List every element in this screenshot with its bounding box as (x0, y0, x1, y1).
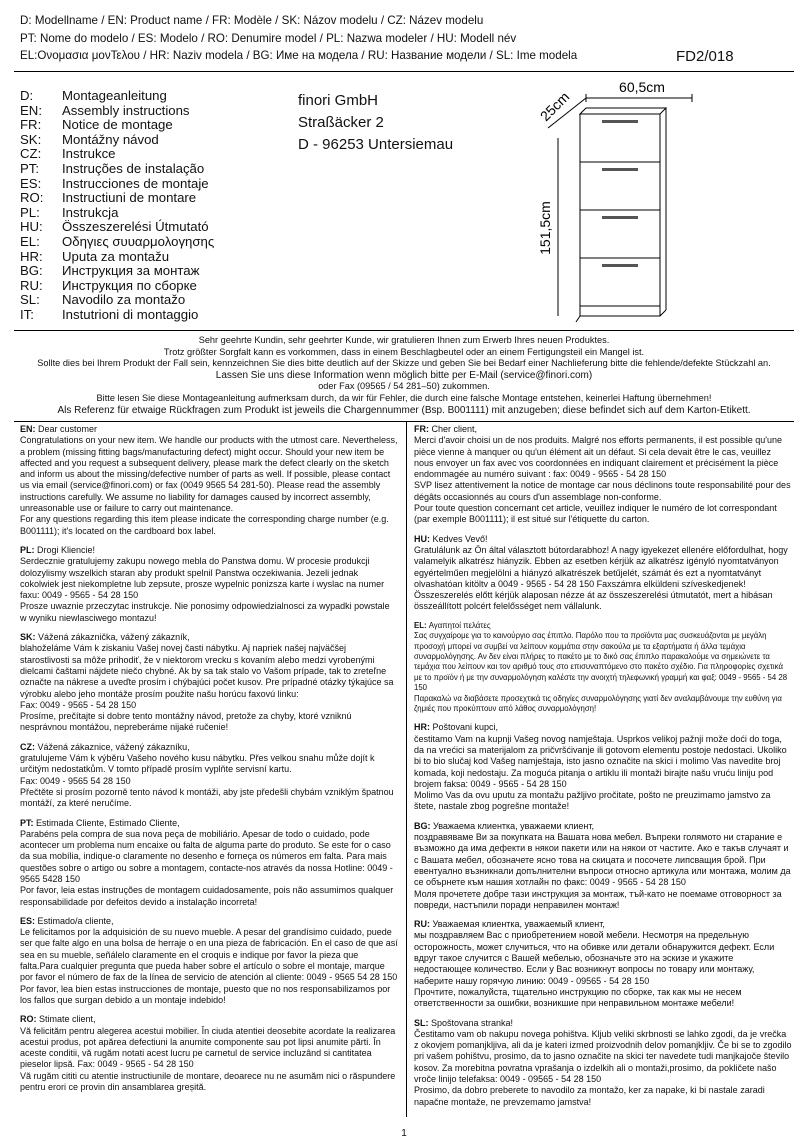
language-section (414, 821, 792, 911)
section-code: PT: (20, 817, 37, 828)
section-paragraph: Parabéns pela compra de sua nova peça de mobiliário. Apesar de todo o cuidado, pode acontecer um problema num encaixe ou falta de alguma parte do produto. Se este for o caso da sua mobília, indique-o claramente no desenho e forneça os números em falta. Para mais questões sobre o artigo ou sobre a montagem, contacte-nos através da nossa Hotline: 0049 - 9565 5428 150 (20, 828, 393, 884)
language-code: PL: (20, 204, 40, 220)
language-code: FR: (20, 117, 42, 133)
left-column (20, 424, 398, 1101)
section-code: CZ: (20, 741, 38, 752)
section-code: RO: (20, 1014, 39, 1025)
language-section (414, 424, 792, 526)
language-code: HU: (20, 219, 43, 235)
right-column (414, 424, 792, 1116)
company-street: Straßäcker 2 (298, 114, 384, 131)
language-code: ES: (20, 175, 42, 191)
section-paragraph: Összeszerelés előtt kérjük alaposan nézze át az összeszerelési útmutatót, mert a hibásan összeállított polcért felelősséget nem vállalunk. (414, 590, 773, 612)
width-label: 60,5cm (619, 79, 665, 95)
intro-german (0, 335, 808, 416)
intro-line: Lassen Sie uns diese Information wenn möglich bitte per E-Mail (service@finori.com) (215, 369, 593, 381)
language-code: PT: (20, 161, 40, 176)
section-code: SK: (20, 632, 38, 643)
section-paragraph: Prosze uwaznie przeczytac instrukcje. Nie ponosimy odpowiedzialnosci za wypadki powstale w wyniku niewlasciwego montazu! (20, 601, 390, 623)
section-paragraph: Vă felicităm pentru alegerea acestui mobilier. În ciuda atentiei deosebite acordate la realizarea acestui produs, pot apărea defectiuni la anumite componente sau pot lipsi anumite părti. În aceste conditii, vă rugăm notati acest lucru pe carnetul de service incluzând si cantitatea pieselor lipsă. Fax: 0049 - 9565 - 54 28 150 (20, 1025, 396, 1070)
section-paragraph: Prosimo, da dobro preberete to navodilo za montažo, ker za napake, ki bi nastale zaradi napačne montaže, ne prevzemamo jamstva! (414, 1085, 765, 1107)
drawer-handle-2 (602, 168, 638, 171)
language-code: HR: (20, 248, 43, 264)
language-item (20, 249, 169, 264)
section-paragraph: PT: Estimada Cliente, Estimado Cliente, (20, 817, 180, 828)
language-title: Navodilo za montažo (62, 292, 186, 308)
language-item (20, 190, 196, 205)
section-paragraph: Congratulations on your new item. We handle our products with the utmost care. Nevertheless, a problem (missing fitting bags/manufacturing defect) might occur. Should your new item be affected and you request a subsequent delivery, please mark the defect clearly on the sketch and inform us about the missing/defective number of parts as well. If possible, please contact us via email (service@finori.com) or fax (0049 9565 54 281-50). Please read the assembly instructions carefully. We assume no liability for damages caused by incorrect assembly, unreasonable use or failure to carry out maintenance. (20, 435, 398, 514)
section-paragraph: HR: Poštovani kupci, (414, 722, 499, 733)
section-paragraph: EN: Dear customer (20, 424, 98, 434)
language-section (414, 722, 792, 812)
section-paragraph: Gratulálunk az Ön által választott bútordarabhoz! A nagy igyekezet ellenére előfordulhat, hogy valamelyik alkatrész hiányzik. Ebben az esetben kérjük az alkatrész igényló nyomtatványon egyértelműen megjelölni a hiányzó alkatrészek betűjelét, számát és ezt a nyomtatványt olvashatóan kitöltv a 0049 - 9565 - 54 28 150 Faxszámra elküldeni szíveskedjenek! (414, 544, 788, 589)
language-code: BG: (20, 263, 43, 279)
section-paragraph: мы поздравляем Вас с приобретением новой мебели. Несмотря на предельную осторожность, может случиться, что на обивке или детали обнаружится дефект. Если вдруг такое случится с Вашей мебелью, обозначьте это на эскизе и укажите недостающее количество. Если у Вас возникнут вопросы по товару или монтажу, наберите нашу горячую линию: 0049 - 09565 - 54 28 150 (414, 930, 775, 986)
section-paragraph: blahoželáme Vám k ziskaniu Vašej novej časti nábytku. Aj napriek našej najväčšej starostlivosti sa môže prihodiť, že v niektorom vrecku s kovaním alebo medzi vyrobenými dielcami čaštami nájdete niečo chybné. Ak by sa tak stalo vo Vašom prípade, tak to zreteľne označte na nákrese a uveďte prosím i chýbajúci počet kusov. Pre prípadné otázky týkajúce sa výrobku alebo jeho montáže prosím použite našu horúcu faxovú linku: (20, 643, 394, 699)
section-paragraph: ES: Estimado/a cliente, (20, 915, 114, 926)
drawer-handle-1 (602, 120, 638, 123)
language-title: Notice de montage (62, 117, 173, 133)
header-divider (14, 71, 794, 72)
language-title: Instrucciones de montaje (62, 175, 209, 191)
intro-line: oder Fax (09565 / 54 281–50) zukommen. (318, 381, 490, 392)
language-section (20, 1014, 398, 1093)
section-paragraph: For any questions regarding this item please indicate the corresponding charge number (e.g. B001111); it's located on the cardboard box label. (20, 514, 389, 536)
language-item (20, 307, 198, 322)
language-section (414, 621, 792, 715)
intro-line: Als Referenz für etwaige Rückfragen zum Produkt ist jeweils die Chargennummer (Bsp. B001111) mit anzugeben; diese befindet sich auf dem Karton-Etikett. (57, 404, 751, 416)
language-item (20, 88, 167, 103)
section-paragraph: SL: Spoštovana stranka! (414, 1017, 514, 1028)
section-paragraph: Моля прочетете добре тази инструкция за монтаж, тъй-като не поемаме отговорност за повреди, настъпили поради неправилен монтаж! (414, 888, 782, 910)
cabinet-side-bottom (660, 310, 666, 316)
language-section (20, 916, 398, 1006)
language-code: RU: (20, 277, 43, 293)
language-section (414, 1018, 792, 1108)
header-line-1: D: Modellname / EN: Product name / FR: Modèle / SK: Názov modelu / CZ: Název modelu (20, 14, 484, 27)
section-code: ES: (20, 915, 38, 926)
language-item (20, 176, 209, 191)
height-label: 151,5cm (537, 201, 553, 255)
cabinet-drawing (520, 78, 720, 328)
section-paragraph: Přečtěte si prosím pozorně tento návod k montáži, aby jste předešli chybám vzniklým špatnou montáží, za které neručíme. (20, 786, 394, 809)
language-title: Инструкция за монтаж (62, 263, 200, 279)
language-title: Инструкция по сборке (62, 277, 197, 293)
language-code: RO: (20, 190, 44, 206)
section-paragraph: Serdecznie gratulujemy zakupu nowego mebla do Panstwa domu. W procesie produkcji dolozylismy wszelkich staran aby produkt spelnil Panstwa oczekiwania. Jezeli jednak cokolwiek jest niekompletne lub zepsute, prosze wypelnic ponizsza karte i wyslac na numer faxu: 0049 - 9565 - 54 28 150 (20, 556, 385, 601)
language-item (20, 278, 197, 293)
section-code: HU: (414, 533, 433, 544)
section-paragraph: поздравяваме Ви за покупката на Вашата нова мебел. Въпреки голямото ни старание е възможно да има дефекти в някои пакети или на някои от частите. Ако е такъв случаят и с Вашата мебел, обозначете ясно това на скицата и посочете липсващия брой. При евентуално възникнали допълнителни въпроси относно артикула или монтажа, молим да се обърнете към нашия хотлайн по факс: 0049 - 9565 - 54 28 150 (414, 832, 791, 888)
section-code: RU: (414, 919, 433, 930)
cabinet-leg (576, 316, 580, 322)
header-line-3: EL:Ονομασια μονΤελου / HR: Naziv modela / BG: Име на модела / RU: Название модели / SL: Ime modela (20, 49, 578, 62)
section-paragraph: SVP lisez attentivement la notice de montage car nous déclinons toute responsabilité pour des dégâts occasionnés au cours d'un assemblage non-conforme. (414, 480, 791, 502)
language-item (20, 219, 209, 234)
section-paragraph: Σας συγχαίρομε για το καινούργιο σας έπιπλο. Παρόλο που τα προϊόντα μας συσκευάζονται με μεγάλη προσοχή μπορεί να συμβεί να λείπουν κομμάτια στην σακούλα με τα εξαρτήματα ή άλλα τεμάχια συναρμολόγησης. Αν δεν είναι πλήρες το πακέτο με το δικό σας έπιπλο παρακαλούμε να σημειώνετε τα τεμάχια που λείπουν και τον αριθμό τους στο επισυναπτόμενο στο πακέτο σχέδιο. Για πληροφορίες σχετικά με το προϊόν ή με την συναρμολόγηση καλέστε την ανοιχτή τηλεφωνική γραμμή και φαξ: 0049 - 9565 - 54 28 150 (414, 631, 788, 693)
intro-line: Trotz größter Sorgfalt kann es vorkommen, dass in einem Beschlagbeutel oder an einem Fertigungsteil ein Mangel ist. (163, 346, 645, 357)
language-item (20, 205, 118, 220)
body-top-divider (14, 421, 794, 422)
language-code: IT: (20, 307, 34, 322)
language-item (20, 117, 173, 132)
section-paragraph: CZ: Vážená zákaznice, vážený zákazníku, (20, 741, 190, 752)
section-paragraph: Molimo Vas da ovu uputu za montažu pažljivo pročitate, pošto ne preuzimamo jamstvo za štete, nastale zbog pogrešne montaže! (414, 790, 771, 812)
section-paragraph: gratulujeme Vám k výběru Vašeho nového kusu nábytku. Přes velkou snahu může dojít k určitým nedostatkům. V tomto případě prosím vyplňte servisní kartu. (20, 753, 375, 775)
section-paragraph: Pour toute question concernant cet article, veuillez indiquer le numéro de lot correspondant (par exemple B001111); il est situé sur l'étiquette du carton. (414, 503, 777, 525)
intro-line: Sehr geehrte Kundin, sehr geehrter Kunde, wir gratulieren Ihnen zum Erwerb Ihres neuen Produktes. (198, 335, 610, 345)
intro-top-divider (14, 330, 794, 331)
language-title: Assembly instructions (62, 102, 190, 118)
page-number: 1 (401, 1128, 407, 1139)
section-code: EN: (20, 424, 38, 434)
language-title: Montážny návod (62, 131, 159, 147)
product-code: FD2/018 (676, 48, 734, 65)
drawer-handle-3 (602, 216, 638, 219)
language-section (20, 424, 398, 537)
language-item (20, 132, 159, 147)
language-title: Instructiuni de montare (62, 190, 197, 206)
language-section (20, 545, 398, 624)
column-divider (406, 421, 407, 1117)
company-name: finori GmbH (298, 92, 379, 109)
language-title: Οδηγιες συυαρμολογησης (62, 234, 215, 249)
header-line-2: PT: Nome do modelo / ES: Modelo / RO: Denumire model / PL: Nazwa modeler / HU: Modell név (20, 32, 517, 45)
section-paragraph: Fax: 0049 - 9565 54 28 150 (20, 775, 131, 786)
language-title: Instutrioni di montaggio (62, 307, 199, 322)
language-section (414, 919, 792, 1009)
language-code: SL: (20, 292, 40, 308)
intro-line: Sollte dies bei Ihrem Produkt der Fall sein, kennzeichnen Sie dies bitte deutlich auf der Skizze und geben Sie bei Bedarf einer Nachlieferung bitte die fehlende/defekte Stückzahl an. (37, 358, 771, 369)
depth-label: 25cm (536, 88, 573, 125)
language-section (20, 632, 398, 734)
language-item (20, 103, 190, 118)
section-paragraph: FR: Cher client, (414, 424, 478, 434)
section-code: PL: (20, 544, 37, 555)
section-paragraph: RO: Stimate client, (20, 1014, 96, 1025)
section-paragraph: Čestitamo vam ob nakupu novega pohištva. Kljub veliki skrbnosti se lahko zgodi, da je vrečka z okovjem pomanjkljiva, ali da je kateri izmed proizvodnih delov pomanjkljiv. Če bi se to zgodilo pri vašem pohištvu, prosimo, da to jasno označite na skici ter navedete tudi manjkajoče število kosov. Za morebitna povratna vprašanja o izdelkih ali o montaži,prosimo, da pokličete našo vroče linijo telefaksa: 0049 - 09565 - 54 28 150 (414, 1028, 792, 1085)
section-paragraph: Vă rugăm cititi cu atentie instructiunile de montare, deoarece nu ne asumăm nici o răspundere pentru erori ce provin din ansamblarea greșită. (20, 1070, 396, 1093)
language-section (414, 534, 792, 613)
section-paragraph: Fax: 0049 - 9565 - 54 28 150 (20, 699, 137, 710)
language-title: Instruções de instalação (62, 161, 205, 176)
section-paragraph: čestitamo Vam na kupnji Vašeg novog namještaja. Usprkos velikoj pažnji može doći do toga, da na vrećici sa materijalom za pričvršćivanje ili gotovom elementu postoje nedostaci. Ukoliko bi to bio slučaj kod Vašeg namještaja, isto jasno označite na skici i molimo Vas navedite broj komada, koji nedostaju. Za moguća pitanja o artiklu ili montaži birajte našu vruću liniju pod brojem faksa: 0049 - 9565 - 54 28 150 (414, 733, 787, 789)
language-item (20, 146, 116, 161)
drawer-handle-4 (602, 264, 638, 267)
section-paragraph: Prosíme, prečítajte si dobre tento montážny návod, pretože za chyby, ktoré vzniknú nesprávnou montážou, nepreberáme nijaké ručenie! (20, 711, 352, 733)
language-title: Montageanleitung (62, 88, 167, 103)
section-paragraph: BG: Уважаема клиентка, уважаеми клиент, (414, 820, 595, 831)
section-paragraph: Merci d'avoir choisi un de nos produits. Malgré nos efforts permanents, il est possible qu'une pièce vienne à manquer ou qu'un élément ait un défaut. Si cela devait être le cas, veuillez nous envoyer un fax avec vos coordonnées en indiquant clairement et précisément la pièce endommagée au numéro suivant : fax: 0049 - 9565 - 54 28 150 (414, 435, 782, 480)
section-code: BG: (414, 820, 433, 831)
language-code: EN: (20, 102, 42, 118)
intro-line: Bitte lesen Sie diese Montageanleitung aufmerksam durch, da wir für Fehler, die durch eine falsche Montage entstehen, keinerlei Haftung übernehmen! (96, 392, 712, 403)
section-paragraph: EL: Αγαπητοί πελάτες (414, 620, 491, 630)
section-paragraph: HU: Kedves Vevő! (414, 533, 488, 544)
section-paragraph: Le felicitamos por la adquisición de su nuevo mueble. A pesar del grandísimo cuidado, puede ser que falte algo en una bolsa de herraje o en una pieza de fabricación. En el caso de que así sea en su mueble, señálelo claramente en el croquis e indique por favor la pieza que falta.Para cualquier pregunta que pueda haber sobre el artículo o sobre el montaje, marque por favor el número de fax de la línea de servicio de atención al cliente: 0049 - 9565 54 28 150 (20, 927, 398, 983)
section-paragraph: RU: Уважаемая клиентка, уважаемый клиент, (414, 919, 605, 930)
section-paragraph: PL: Drogi Kliencie! (20, 544, 96, 555)
language-section (20, 818, 398, 908)
language-item (20, 263, 199, 278)
section-paragraph: SK: Vážená zákaznička, vážený zákazník, (20, 632, 190, 643)
company-city: D - 96253 Untersiemau (298, 136, 454, 153)
language-code: D: (20, 88, 34, 103)
language-title: Összeszerelési Útmutató (62, 219, 209, 235)
section-code: FR: (414, 424, 432, 434)
section-paragraph: Прочтите, пожалуйста, тщательно инструкцию по сборке, так как мы не несем ответственности за ошибки, возникшие при неправильном монтаже мебели! (414, 986, 742, 1009)
section-paragraph: Por favor, lea bien estas instrucciones de montaje, puesto que no nos responsabilizamos por los fallos que surgan debido a un montaje indebido! (20, 983, 391, 1005)
language-title: Instrukcja (62, 204, 119, 220)
section-paragraph: Por favor, leia estas instruções de montagem cuidadosamente, pois não assumimos qualquer responsabilidade por defeitos devido a instalação incorreta! (20, 885, 394, 907)
language-code: SK: (20, 131, 42, 147)
section-code: SL: (414, 1017, 431, 1028)
language-item (20, 292, 185, 307)
language-title: Uputa za montažu (62, 248, 170, 264)
section-code: HR: (414, 722, 433, 733)
language-section (20, 742, 398, 810)
cabinet-top (580, 108, 666, 114)
language-item (20, 234, 214, 249)
section-code: EL: (414, 620, 429, 630)
language-code: EL: (20, 234, 40, 249)
language-item (20, 161, 204, 176)
language-code: CZ: (20, 146, 42, 162)
language-title: Instrukce (62, 146, 116, 162)
section-paragraph: Παρακαλώ να διαβάσετε προσεχτικά τις οδηγίες συναρμολόγησης γιατί δεν αναλαμβάνουμε την ευθύνη για ζημιές που προκύπτουν από λάθος συναρμολόγηση! (414, 693, 782, 713)
